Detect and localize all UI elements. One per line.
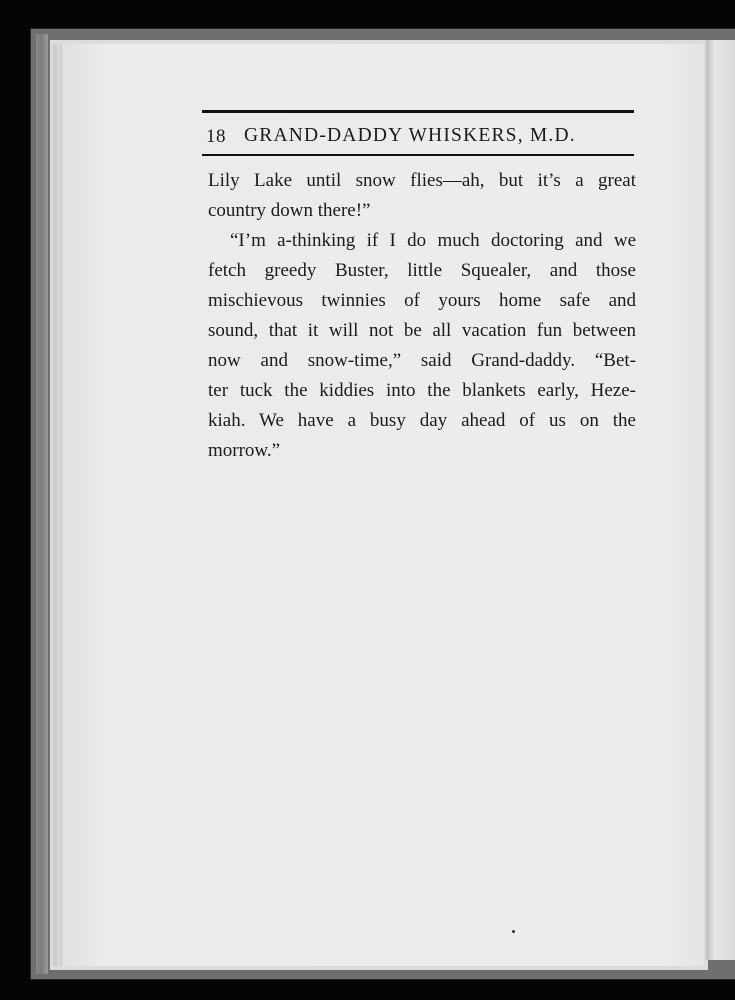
- text-line: fetch greedy Buster, little Squealer, and those: [208, 260, 636, 281]
- cover-edge: [36, 34, 48, 974]
- text-line: Lily Lake until snow flies—ah, but it’s a great: [208, 170, 636, 191]
- text-line: country down there!”: [208, 200, 371, 221]
- text-line: “I’m a-thinking if I do much doctoring and we: [230, 230, 636, 251]
- text-line: morrow.”: [208, 440, 281, 461]
- text-line: sound, that it will not be all vacation fun between: [208, 320, 636, 341]
- ink-speck: [512, 930, 515, 933]
- text-line: mischievous twinnies of yours home safe and: [208, 290, 636, 311]
- next-page-edge: [706, 40, 735, 960]
- text-line: now and snow-time,” said Grand-daddy. “Bet-: [208, 350, 636, 371]
- text-line: ter tuck the kiddies into the blankets early, Heze-: [208, 380, 636, 401]
- text-line: kiah. We have a busy day ahead of us on the: [208, 410, 636, 431]
- running-title: GRAND-DADDY WHISKERS, M.D.: [244, 125, 576, 146]
- page-number: 18: [206, 126, 226, 147]
- page-header: [202, 110, 634, 156]
